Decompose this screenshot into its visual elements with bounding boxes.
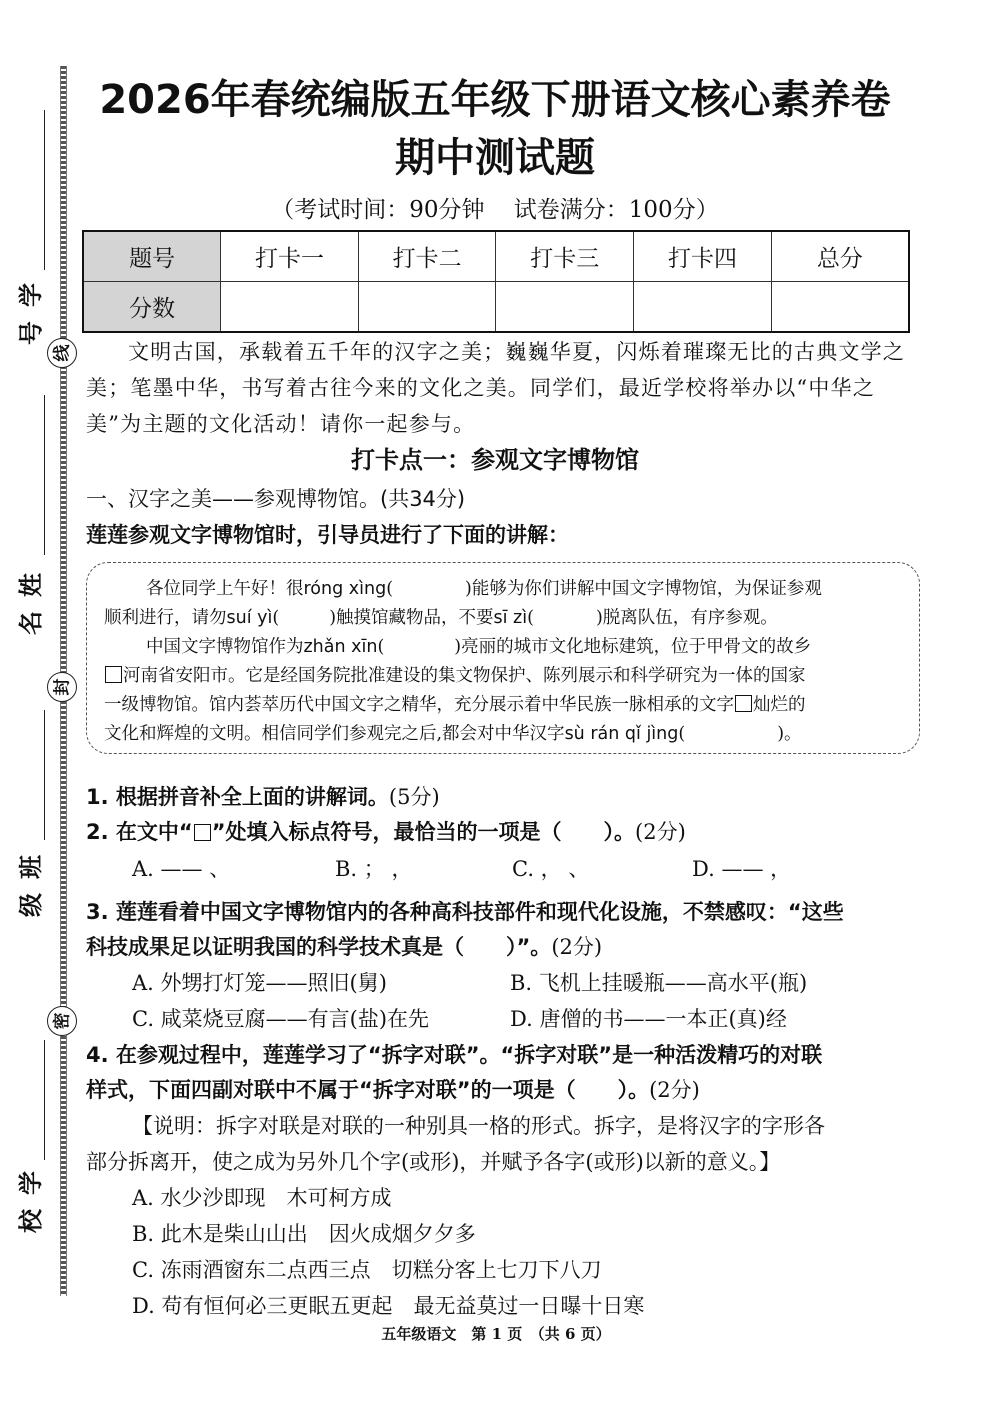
q3-option-b[interactable]: B. 飞机上挂暖瓶——高水平(瓶) <box>510 971 808 995</box>
intro-paragraph: 文明古国，承载着五千年的汉字之美；巍巍华夏，闪烁着璀璨无比的古典文学之美；笔墨中华，书写着古往今来的文化之美。同学们，最近学校将举办以“中华之美”为主题的文化活动！请你一起参与。 <box>86 340 905 436</box>
q2-option-c[interactable]: C. ， 、 <box>512 857 590 881</box>
q4-note-line2: 部分拆离开，使之成为另外几个字(或形)，并赋予各字(或形)以新的意义。】 <box>86 1150 781 1174</box>
q3-option-d[interactable]: D. 唐僧的书——一本正(真)经 <box>510 1007 787 1031</box>
q4-option-c[interactable]: C. 冻雨酒窗东二点西三点 切糕分客上七刀下八刀 <box>132 1258 602 1282</box>
punctuation-box[interactable] <box>105 666 122 683</box>
q4-option-d[interactable]: D. 苟有恒何必三更眠五更起 最无益莫过一日曝十日寒 <box>132 1294 645 1318</box>
q3-option-a[interactable]: A. 外甥打灯笼——照旧(舅) <box>132 971 387 995</box>
box-line: 文化和辉煌的文明。相信同学们参观完之后,都会对中华汉字sù rán qǐ jìng( )。 <box>104 724 802 744</box>
page-footer: 五年级语文 第 1 页 （共 6 页） <box>381 1325 611 1343</box>
q2-option-b[interactable]: B. ； ， <box>335 857 413 881</box>
question-1: 1. 根据拼音补全上面的讲解词。(5分) <box>86 785 440 809</box>
score-cell[interactable] <box>358 282 496 333</box>
score-cell[interactable] <box>634 282 772 333</box>
score-table <box>82 230 910 333</box>
box-line: 各位同学上午好！很róng xìng( )能够为你们讲解中国文字博物馆，为保证参观 <box>146 579 822 599</box>
box-line: 顺利进行，请勿suí yì( )触摸馆藏物品，不要sī zì( )脱离队伍，有序参观。 <box>104 608 778 628</box>
box-line: 河南省安阳市。它是经国务院批准建设的集文物保护、陈列展示和科学研究为一体的国家 <box>104 662 908 691</box>
score-header-cell: 打卡二 <box>358 231 496 282</box>
q4-option-b[interactable]: B. 此木是柴山山出 因火成烟夕夕多 <box>132 1222 476 1246</box>
margin-blank-line <box>44 395 45 555</box>
question-3-line2: 科技成果足以证明我国的科学技术真是（ ）”。(2分) <box>86 935 603 959</box>
margin-blank-line <box>44 1040 45 1160</box>
punctuation-box[interactable] <box>735 695 752 712</box>
score-cell[interactable] <box>771 282 909 333</box>
score-cell[interactable] <box>221 282 359 333</box>
q4-note-line1: 【说明：拆字对联是对联的一种别具一格的形式。拆字，是将汉字的字形各 <box>132 1114 825 1138</box>
margin-label-char: 学 <box>17 1171 45 1195</box>
score-row-label: 分数 <box>83 282 221 333</box>
score-header-cell: 打卡三 <box>496 231 634 282</box>
margin-field-school <box>14 1040 50 1250</box>
score-cell[interactable] <box>496 282 634 333</box>
score-header-cell: 打卡四 <box>634 231 772 282</box>
seal-mi: 密 <box>47 1006 77 1036</box>
exam-title: 2026年春统编版五年级下册语文核心素养卷 <box>99 77 891 123</box>
margin-label-char: 校 <box>17 1209 45 1233</box>
margin-blank-line <box>44 710 45 840</box>
seal-xian: 线 <box>47 338 77 368</box>
exam-info: （考试时间：90分钟 试卷满分：100分） <box>271 197 719 223</box>
margin-field-student-id <box>14 100 50 360</box>
score-table-header-row <box>83 231 909 282</box>
q3-option-c[interactable]: C. 咸菜烧豆腐——有言(盐)在先 <box>132 1007 430 1031</box>
score-header-cell: 打卡一 <box>221 231 359 282</box>
margin-label-char: 号 <box>17 321 45 345</box>
box-line: 中国文字博物馆作为zhǎn xīn( )亮丽的城市文化地标建筑，位于甲骨文的故乡 <box>146 637 812 657</box>
margin-field-class <box>14 710 50 940</box>
question-4-line1: 4. 在参观过程中，莲莲学习了“拆字对联”。“拆字对联”是一种活泼精巧的对联 <box>86 1043 823 1067</box>
score-header-cell: 题号 <box>83 231 221 282</box>
q2-option-a[interactable]: A. —— 、 <box>132 857 231 881</box>
q4-option-a[interactable]: A. 水少沙即现 木可柯方成 <box>132 1186 392 1210</box>
box-line: 一级博物馆。馆内荟萃历代中国文字之精华，充分展示着中华民族一脉相承的文字 灿烂的 <box>104 695 806 715</box>
score-table-score-row <box>83 282 909 333</box>
section-title: 打卡点一：参观文字博物馆 <box>351 446 639 474</box>
score-header-cell: 总分 <box>771 231 909 282</box>
question-3-line1: 3. 莲莲看着中国文字博物馆内的各种高科技部件和现代化设施，不禁感叹：“这些 <box>86 900 844 924</box>
margin-label-char: 班 <box>17 855 45 879</box>
lead-text: 莲莲参观文字博物馆时，引导员进行了下面的讲解： <box>86 523 569 547</box>
part1-heading: 一、汉字之美——参观博物馆。(共34分) <box>86 487 466 511</box>
margin-blank-line <box>44 110 45 270</box>
seal-feng: 封 <box>47 672 77 702</box>
margin-label-char: 学 <box>17 283 45 307</box>
margin-label-char: 名 <box>17 611 45 635</box>
question-2: 2. 在文中“ ”处填入标点符号，最恰当的一项是（ ）。(2分) <box>86 820 686 844</box>
margin-label-char: 级 <box>17 893 45 917</box>
margin-label-char: 姓 <box>17 573 45 597</box>
q2-option-d[interactable]: D. —— ， <box>692 857 792 881</box>
exam-subtitle: 期中测试题 <box>395 135 595 181</box>
margin-field-name <box>14 395 50 665</box>
punctuation-box-icon <box>194 824 211 841</box>
question-4-line2: 样式，下面四副对联中不属于“拆字对联”的一项是（ ）。(2分) <box>86 1078 700 1102</box>
